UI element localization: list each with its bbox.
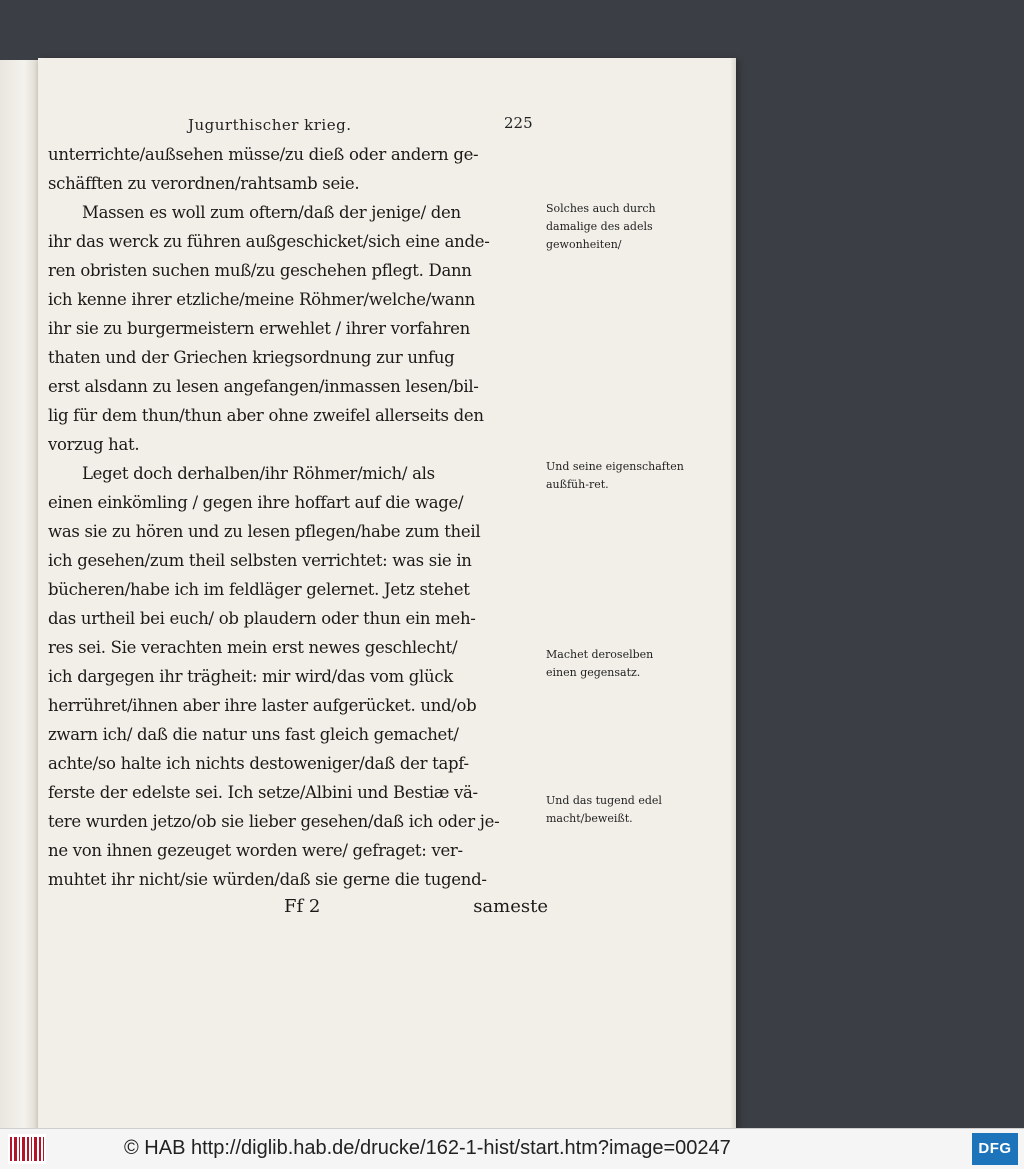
text-line: thaten und der Griechen kriegsordnung zur unfug <box>48 348 455 367</box>
text-line: herrühret/ihnen aber ihre laster aufgerücket. und/ob <box>48 696 477 715</box>
marginal-note: Solches auch durch damalige des adels gewonheiten/ <box>546 202 656 251</box>
adjacent-page-edge <box>0 60 41 1140</box>
text-line: muhtet ihr nicht/sie würden/daß sie gerne die tugend- <box>48 870 487 889</box>
text-line: das urtheil bei euch/ ob plaudern oder thun ein meh- <box>48 609 476 628</box>
text-line: einen einkömling / gegen ihre hoffart auf die wage/ <box>48 493 464 512</box>
text-line: zwarn ich/ daß die natur uns fast gleich gemachet/ <box>48 725 459 744</box>
text-line: bücheren/habe ich im feldläger gelernet. Jetz stehet <box>48 580 470 599</box>
running-head: Jugurthischer krieg. <box>188 116 352 134</box>
marginal-note: Machet deroselben einen gegensatz. <box>546 648 654 679</box>
text-line: Leget doch derhalben/ihr Röhmer/mich/ als <box>82 464 435 483</box>
marginal-note: Und das tugend edel macht/beweißt. <box>546 794 662 825</box>
text-line: ren obristen suchen muß/zu geschehen pflegt. Dann <box>48 261 472 280</box>
text-line: was sie zu hören und zu lesen pflegen/habe zum theil <box>48 522 481 541</box>
text-line: ihr das werck zu führen außgeschicket/sich eine ande- <box>48 232 490 251</box>
text-line: ich kenne ihrer etzliche/meine Röhmer/welche/wann <box>48 290 475 309</box>
book-page <box>38 58 736 1132</box>
text-line: ich dargegen ihr trägheit: mir wird/das vom glück <box>48 667 453 686</box>
text-line: ihr sie zu burgermeistern erwehlet / ihrer vorfahren <box>48 319 470 338</box>
text-line: Massen es woll zum oftern/daß der jenige/ den <box>82 203 461 222</box>
text-line: ne von ihnen gezeuget worden were/ gefraget: ver- <box>48 841 463 860</box>
page-number: 225 <box>504 114 533 132</box>
hab-logo-icon <box>8 1134 46 1164</box>
signature-mark: Ff 2 <box>284 896 321 917</box>
catchword: sameste <box>473 896 548 917</box>
marginal-note: Und seine eigenschaften außfüh-ret. <box>546 460 684 491</box>
text-line: lig für dem thun/thun aber ohne zweifel allerseits den <box>48 406 484 425</box>
page-footer-line <box>48 896 548 922</box>
text-line: achte/so halte ich nichts destoweniger/daß der tapf- <box>48 754 469 773</box>
text-line: ich gesehen/zum theil selbsten verrichtet: was sie in <box>48 551 472 570</box>
body-text <box>48 140 540 894</box>
text-line: unterrichte/außsehen müsse/zu dieß oder andern ge- <box>48 145 479 164</box>
text-line: erst alsdann zu lesen angefangen/inmassen lesen/bil- <box>48 377 479 396</box>
text-line: tere wurden jetzo/ob sie lieber gesehen/daß ich oder je- <box>48 812 500 831</box>
text-line: vorzug hat. <box>48 435 140 454</box>
text-line: res sei. Sie verachten mein erst newes geschlecht/ <box>48 638 458 657</box>
text-line: schäfften zu verordnen/rahtsamb seie. <box>48 174 360 193</box>
copyright-link[interactable]: © HAB http://diglib.hab.de/drucke/162-1-hist/start.htm?image=00247 <box>124 1137 731 1159</box>
dfg-logo: DFG <box>972 1133 1018 1165</box>
viewer-footer <box>0 1128 1024 1169</box>
text-line: ferste der edelste sei. Ich setze/Albini und Bestiæ vä- <box>48 783 478 802</box>
